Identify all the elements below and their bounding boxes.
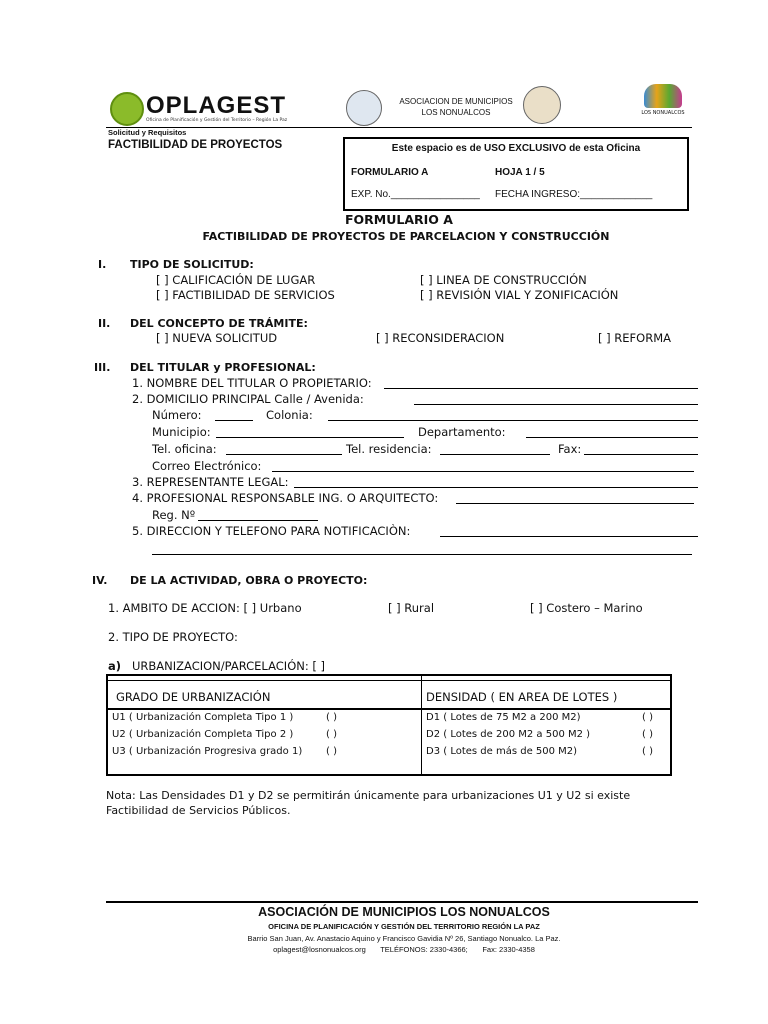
fecha-ingreso-field[interactable]: FECHA INGRESO:_____________	[495, 189, 653, 200]
municipio-field[interactable]	[216, 426, 404, 438]
tipo-proyecto-label: 2. TIPO DE PROYECTO:	[108, 630, 238, 644]
sheet-label: HOJA 1 / 5	[495, 167, 545, 178]
direccion-field[interactable]	[440, 525, 698, 537]
domicilio-label: 2. DOMICILIO PRINCIPAL Calle / Avenida:	[132, 392, 364, 406]
table-header-rule	[108, 708, 670, 710]
municipal-emblem-icon	[523, 86, 561, 124]
solicitud-label: Solicitud y Requisitos	[108, 128, 187, 137]
fax-field[interactable]	[584, 443, 698, 455]
checkbox-d2[interactable]: ( )	[642, 729, 653, 740]
section2-title: DEL CONCEPTO DE TRÁMITE:	[130, 317, 308, 330]
form-subtitle: FACTIBILIDAD DE PROYECTOS DE PARCELACION Y CONSTRUCCIÓN	[202, 230, 610, 243]
assoc-line2: LOS NONUALCOS	[421, 108, 491, 117]
office-use-box	[343, 137, 689, 211]
departamento-label: Departamento:	[418, 425, 506, 439]
table-header-grado: GRADO DE URBANIZACIÓN	[116, 690, 271, 704]
checkbox-calificacion[interactable]: [ ] CALIFICACIÓN DE LUGAR	[156, 273, 316, 287]
titular-field[interactable]	[384, 377, 698, 389]
reg-field[interactable]	[198, 509, 318, 521]
form-title: FORMULARIO A	[345, 212, 453, 227]
footer-rule	[106, 901, 698, 903]
checkbox-urbanizacion[interactable]: URBANIZACION/PARCELACIÓN: [ ]	[132, 659, 326, 673]
el-salvador-seal-icon	[346, 90, 382, 126]
checkbox-nueva[interactable]: [ ] NUEVA SOLICITUD	[156, 331, 278, 345]
correo-label: Correo Electrónico:	[152, 459, 262, 473]
checkbox-rural[interactable]: [ ] Rural	[388, 601, 435, 615]
numero-field[interactable]	[215, 409, 253, 421]
section1-title: TIPO DE SOLICITUD:	[130, 258, 254, 271]
logo-subtitle: Oficina de Planificación y Gestión del Territorio – Región La Paz	[146, 118, 288, 123]
checkbox-revision[interactable]: [ ] REVISIÓN VIAL Y ZONIFICACIÓN	[420, 288, 619, 302]
form-label: FORMULARIO A	[351, 167, 429, 178]
los-nonualcos-logo	[640, 84, 686, 118]
footer-title: ASOCIACIÓN DE MUNICIPIOS LOS NONUALCOS	[258, 905, 550, 919]
exclusive-use-text: Este espacio es de USO EXCLUSIVO de esta Oficina	[391, 143, 641, 154]
logo-text: OPLAGEST	[146, 92, 287, 119]
doc-type-label: FACTIBILIDAD DE PROYECTOS	[108, 139, 283, 151]
assoc-line1: ASOCIACION DE MUNICIPIOS	[399, 97, 513, 106]
table-divider	[421, 676, 422, 774]
checkbox-u3[interactable]: ( )	[326, 746, 337, 757]
direccion-label: 5. DIRECCION Y TELEFONO PARA NOTIFICACIÒN:	[132, 524, 411, 538]
row-d1-label: D1 ( Lotes de 75 M2 a 200 M2)	[426, 712, 581, 723]
fax-label: Fax:	[558, 442, 582, 456]
checkbox-u2[interactable]: ( )	[326, 729, 337, 740]
checkbox-factibilidad[interactable]: [ ] FACTIBILIDAD DE SERVICIOS	[156, 288, 335, 302]
header-rule	[106, 127, 692, 128]
checkbox-urbano[interactable]: 1. AMBITO DE ACCION: [ ] Urbano	[108, 601, 302, 615]
representante-field[interactable]	[294, 476, 698, 488]
footer-line2: Barrio San Juan, Av. Anastacio Aquino y Francisco Gavidia Nº 26, Santiago Nonualco. La Paz.	[247, 934, 561, 943]
departamento-field[interactable]	[526, 426, 698, 438]
checkbox-d1[interactable]: ( )	[642, 712, 653, 723]
row-d3-label: D3 ( Lotes de más de 500 M2)	[426, 746, 578, 757]
row-u2-label: U2 ( Urbanización Completa Tipo 2 )	[112, 729, 294, 740]
checkbox-u1[interactable]: ( )	[326, 712, 337, 723]
municipio-label: Municipio:	[152, 425, 211, 439]
tel-residencia-field[interactable]	[440, 443, 550, 455]
checkbox-reconsideracion[interactable]: [ ] RECONSIDERACION	[376, 331, 505, 345]
numero-label: Número:	[152, 408, 202, 422]
oplagest-logo	[110, 92, 290, 126]
tel-residencia-label: Tel. residencia:	[346, 442, 432, 456]
representante-label: 3. REPRESENTANTE LEGAL:	[132, 475, 289, 489]
domicilio-field[interactable]	[414, 393, 698, 405]
direccion-field-2[interactable]	[152, 543, 692, 555]
section3-num: III.	[94, 361, 111, 374]
profesional-label: 4. PROFESIONAL RESPONSABLE ING. O ARQUITECTO:	[132, 491, 439, 505]
section4-num: IV.	[92, 574, 108, 587]
urbanizacion-table	[106, 674, 672, 776]
row-d2-label: D2 ( Lotes de 200 M2 a 500 M2 )	[426, 729, 591, 740]
titular-label: 1. NOMBRE DEL TITULAR O PROPIETARIO:	[132, 376, 372, 390]
checkbox-d3[interactable]: ( )	[642, 746, 653, 757]
association-name	[392, 96, 520, 118]
houses-icon	[644, 84, 682, 108]
colonia-field[interactable]	[328, 409, 698, 421]
row-u1-label: U1 ( Urbanización Completa Tipo 1 )	[112, 712, 294, 723]
table-top-rule	[108, 680, 670, 681]
profesional-field[interactable]	[456, 492, 694, 504]
section3-title: DEL TITULAR y PROFESIONAL:	[130, 361, 316, 374]
exp-field[interactable]: EXP. No.________________	[351, 189, 480, 200]
checkbox-reforma[interactable]: [ ] REFORMA	[598, 331, 671, 345]
oplagest-emblem-icon	[110, 92, 144, 126]
reg-label: Reg. Nº	[152, 508, 196, 522]
row-u3-label: U3 ( Urbanización Progresiva grado 1)	[112, 746, 303, 757]
colonia-label: Colonia:	[266, 408, 313, 422]
checkbox-costero[interactable]: [ ] Costero – Marino	[530, 601, 643, 615]
section2-num: II.	[98, 317, 111, 330]
section4-title: DE LA ACTIVIDAD, OBRA O PROYECTO:	[130, 574, 368, 587]
checkbox-linea[interactable]: [ ] LINEA DE CONSTRUCCIÓN	[420, 273, 587, 287]
nota-line2: Factibilidad de Servicios Públicos.	[106, 804, 291, 817]
right-logo-text: LOS NONUALCOS	[641, 110, 685, 116]
table-header-densidad: DENSIDAD ( EN AREA DE LOTES )	[426, 690, 618, 704]
option-a-label: a)	[108, 659, 122, 673]
section1-num: I.	[98, 258, 107, 271]
nota-line1: Nota: Las Densidades D1 y D2 se permitirán únicamente para urbanizaciones U1 y U2 si existe	[106, 789, 631, 802]
footer-line3: oplagest@losnonualcos.org TELÉFONOS: 2330-4366; Fax: 2330-4358	[273, 945, 535, 954]
tel-oficina-field[interactable]	[226, 443, 342, 455]
footer-line1: OFICINA DE PLANIFICACIÓN Y GESTIÓN DEL TERRITORIO REGIÓN LA PAZ	[268, 922, 540, 931]
correo-field[interactable]	[272, 460, 694, 472]
tel-oficina-label: Tel. oficina:	[152, 442, 217, 456]
